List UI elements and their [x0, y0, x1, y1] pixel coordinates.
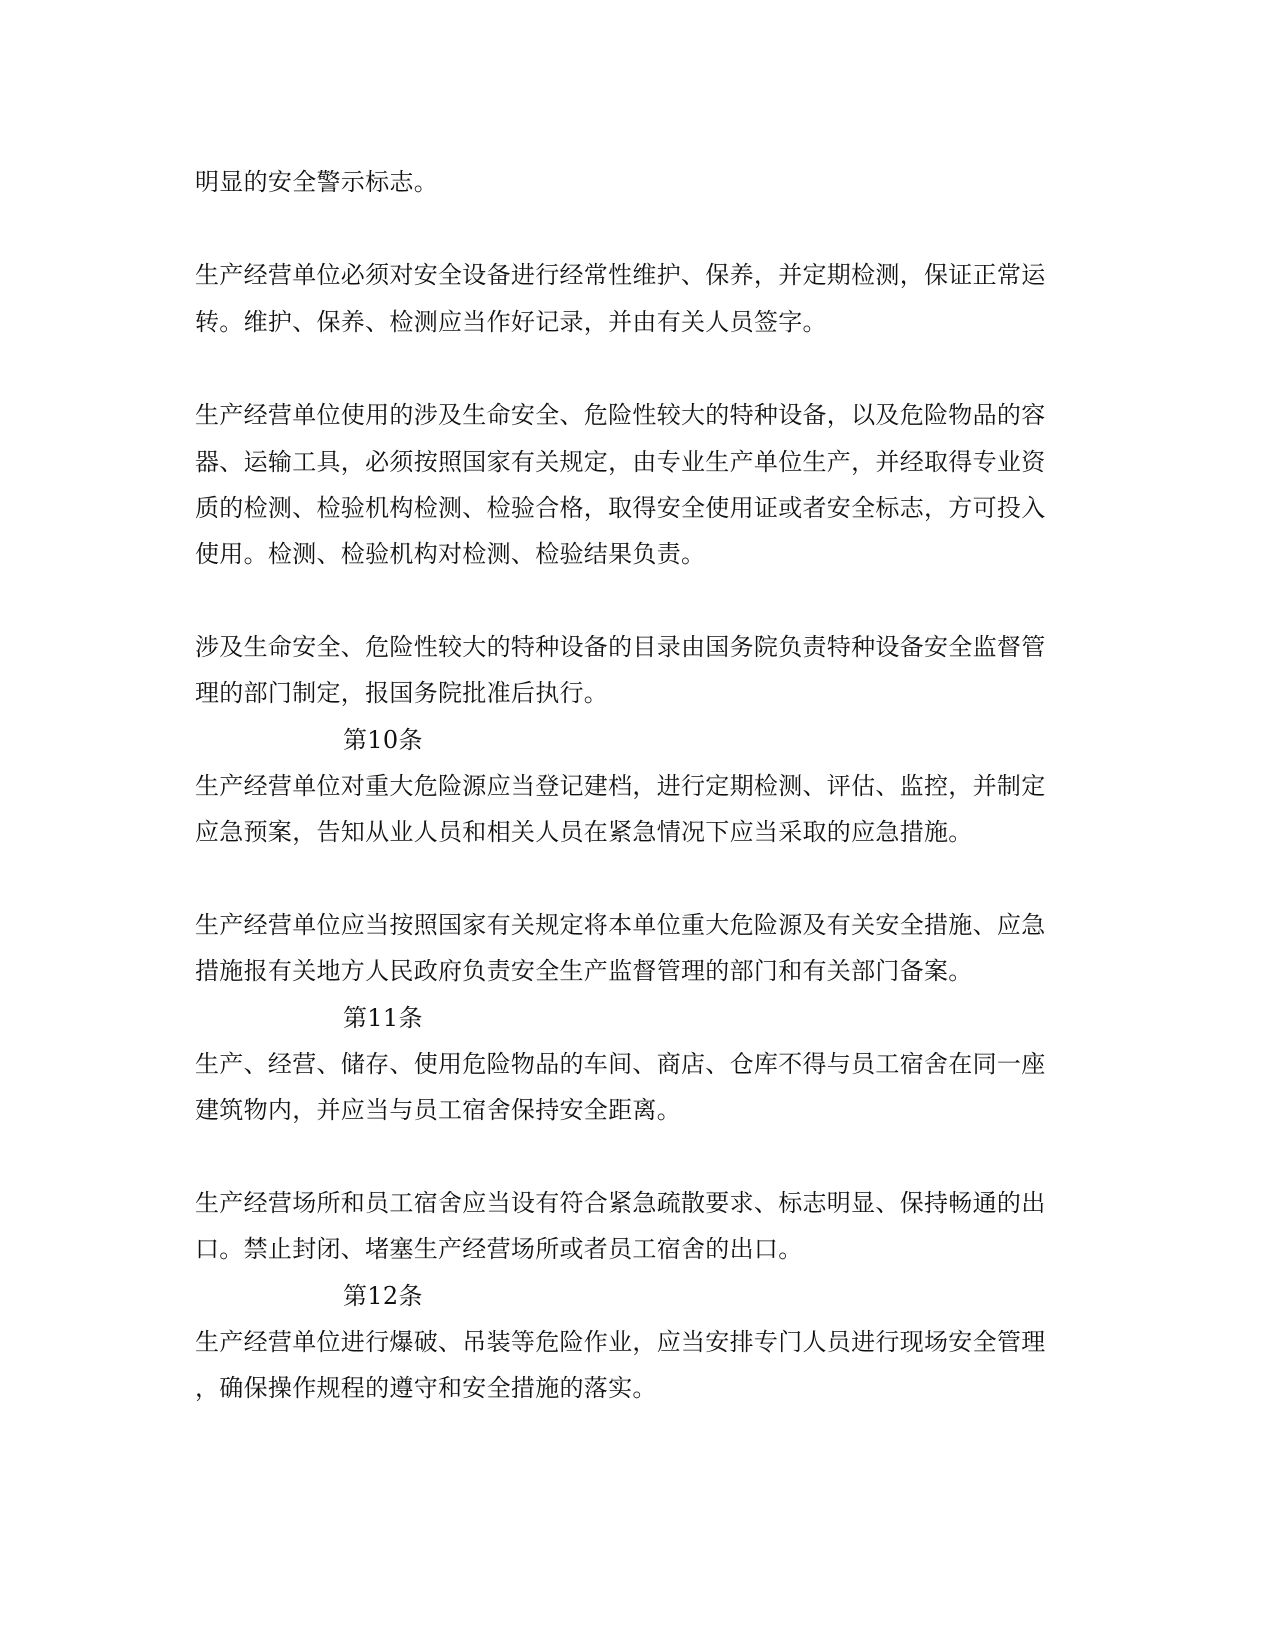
paragraph-line: 口。禁止封闭、堵塞生产经营场所或者员工宿舍的出口。 [195, 1235, 803, 1263]
paragraph-line: 生产经营单位使用的涉及生命安全、危险性较大的特种设备，以及危险物品的容 [195, 401, 1046, 429]
paragraph-line: 转。维护、保养、检测应当作好记录，并由有关人员签字。 [195, 308, 827, 336]
paragraph-line: 应急预案，告知从业人员和相关人员在紧急情况下应当采取的应急措施。 [195, 818, 973, 846]
paragraph-line: 使用。检测、检验机构对检测、检验结果负责。 [195, 540, 706, 568]
paragraph-line: ，确保操作规程的遵守和安全措施的落实。 [195, 1374, 657, 1402]
paragraph-line: 生产经营单位进行爆破、吊装等危险作业，应当安排专门人员进行现场安全管理 [195, 1328, 1046, 1356]
paragraph-line: 生产经营单位对重大危险源应当登记建档，进行定期检测、评估、监控，并制定 [195, 772, 1046, 800]
paragraph-line: 生产经营单位应当按照国家有关规定将本单位重大危险源及有关安全措施、应急 [195, 911, 1046, 939]
paragraph-line: 生产经营单位必须对安全设备进行经常性维护、保养，并定期检测，保证正常运 [195, 261, 1046, 289]
paragraph-line: 质的检测、检验机构检测、检验合格，取得安全使用证或者安全标志，方可投入 [195, 494, 1046, 522]
paragraph-line: 生产、经营、储存、使用危险物品的车间、商店、仓库不得与员工宿舍在同一座 [195, 1050, 1046, 1078]
article-heading-11: 第11条 [343, 1004, 423, 1032]
paragraph-line: 建筑物内，并应当与员工宿舍保持安全距离。 [195, 1096, 681, 1124]
article-heading-12: 第12条 [343, 1282, 423, 1310]
paragraph-line: 明显的安全警示标志。 [195, 168, 438, 196]
paragraph-line: 器、运输工具，必须按照国家有关规定，由专业生产单位生产，并经取得专业资 [195, 448, 1046, 476]
article-heading-10: 第10条 [343, 726, 423, 754]
paragraph-line: 生产经营场所和员工宿舍应当设有符合紧急疏散要求、标志明显、保持畅通的出 [195, 1189, 1046, 1217]
paragraph-line: 涉及生命安全、危险性较大的特种设备的目录由国务院负责特种设备安全监督管 [195, 633, 1046, 661]
paragraph-line: 理的部门制定，报国务院批准后执行。 [195, 679, 609, 707]
paragraph-line: 措施报有关地方人民政府负责安全生产监督管理的部门和有关部门备案。 [195, 957, 973, 985]
